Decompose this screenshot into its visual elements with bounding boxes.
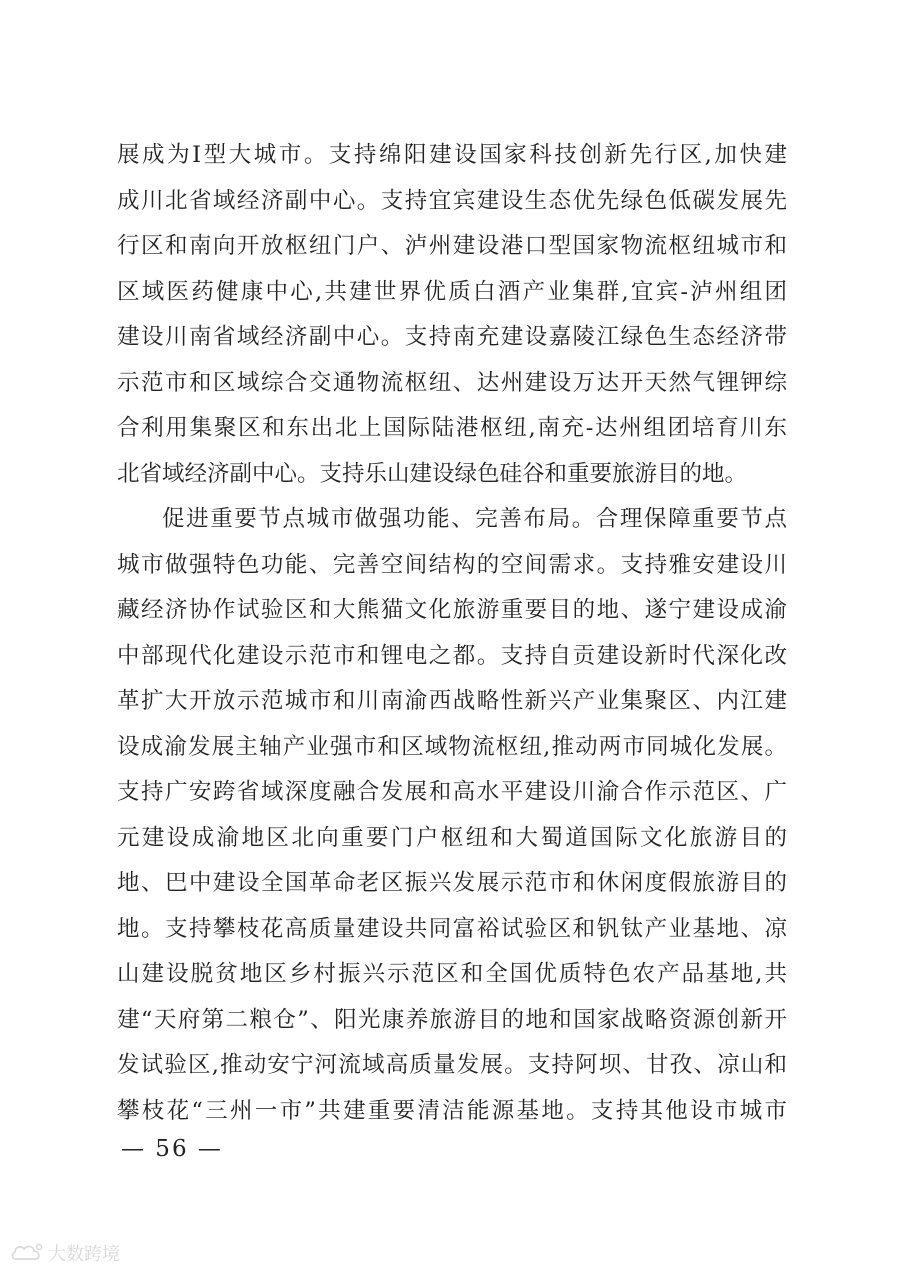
watermark-text: 大数跨境 — [48, 1244, 120, 1265]
text-line: 藏经济协作试验区和大熊猫文化旅游重要目的地、遂宁建设成渝 — [117, 597, 787, 623]
page-number: — 56 — — [121, 1136, 223, 1162]
body-text — [117, 133, 787, 1134]
text-line: 示范市和区域综合交通物流枢纽、达州建设万达开天然气锂钾综 — [117, 369, 787, 396]
text-line: 元建设成渝地区北向重要门户枢纽和大蜀道国际文化旅游目的 — [117, 824, 787, 851]
cloud-logo-icon — [10, 1242, 44, 1264]
text-line: 地、巴中建设全国革命老区振兴发展示范市和休闲度假旅游目的 — [117, 870, 787, 896]
text-line: 城市做强特色功能、完善空间结构的空间需求。支持雅安建设川 — [117, 551, 787, 578]
text-line: 北省域经济副中心。支持乐山建设绿色硅谷和重要旅游目的地。 — [117, 460, 748, 487]
text-line: 革扩大开放示范城市和川南渝西战略性新兴产业集聚区、内江建 — [117, 688, 787, 714]
text-line: 设成渝发展主轴产业强市和区域物流枢纽,推动两市同城化发展。 — [117, 733, 787, 760]
text-line: 支持广安跨省域深度融合发展和高水平建设川渝合作示范区、广 — [117, 779, 787, 805]
text-line: 建设川南省域经济副中心。支持南充建设嘉陵江绿色生态经济带 — [117, 324, 787, 350]
paragraph-start-line: 促进重要节点城市做强功能、完善布局。合理保障重要节点 — [162, 506, 787, 532]
text-line: 发试验区,推动安宁河流域高质量发展。支持阿坝、甘孜、凉山和 — [117, 1052, 787, 1078]
text-line: 成川北省域经济副中心。支持宜宾建设生态优先绿色低碳发展先 — [117, 187, 787, 214]
text-line: 合利用集聚区和东出北上国际陆港枢纽,南充-达州组团培育川东 — [117, 415, 787, 441]
text-line: 行区和南向开放枢纽门户、泸州建设港口型国家物流枢纽城市和 — [117, 233, 787, 259]
text-line: 展成为Ⅰ型大城市。支持绵阳建设国家科技创新先行区,加快建 — [117, 142, 787, 168]
text-line: 地。支持攀枝花高质量建设共同富裕试验区和钒钛产业基地、凉 — [117, 915, 787, 942]
text-line: 区域医药健康中心,共建世界优质白酒产业集群,宜宾-泸州组团 — [117, 278, 787, 305]
watermark — [10, 1241, 120, 1265]
text-line: 攀枝花“三州一市”共建重要清洁能源基地。支持其他设市城市 — [117, 1097, 787, 1124]
text-line: 建“天府第二粮仓”、阳光康养旅游目的地和国家战略资源创新开 — [117, 1006, 787, 1033]
text-line: 中部现代化建设示范市和锂电之都。支持自贡建设新时代深化改 — [117, 642, 787, 669]
text-line: 山建设脱贫地区乡村振兴示范区和全国优质特色农产品基地,共 — [117, 961, 787, 987]
